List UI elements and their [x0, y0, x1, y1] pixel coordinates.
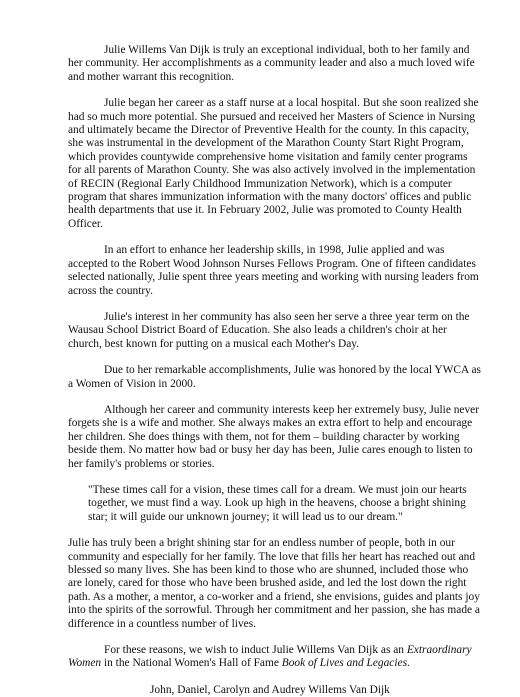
nomination-award-title: Extraordinary Women: [68, 644, 472, 670]
nomination-text-start: For these reasons, we wish to induct Julie Willems Van Dijk as an: [104, 644, 407, 657]
paragraph-intro: Julie Willems Van Dijk is truly an exceptional individual, both to her family and her community. Her accomplishments as a community leader and also a much loved wife and mother warrant this recognition.: [68, 44, 475, 83]
paragraph-family: Although her career and community interests keep her extremely busy, Julie never forgets she is a wife and mother. She always makes an extra effort to help and encourage her children. She does things with them, not for them – building character by working beside them. No matter how bad or busy her day has been, Julie cares enough to listen to her family's problems or stories.: [68, 403, 480, 470]
paragraph-leadership: In an effort to enhance her leadership skills, in 1998, Julie applied and was accepted to the Robert Wood Johnson Nurses Fellows Program. One of fifteen candidates selected nationally, Julie spent three years meeting and working with nursing leaders from across the country.: [68, 244, 479, 297]
block-quote: "These times call for a vision, these times call for a dream. We must join our hearts together, we must find a way. Look up high in the heavens, choose a bright shining star; it will guide our unknown journey; it will lead us to our dream.": [88, 483, 467, 523]
nomination-text-mid: in the National Women's Hall of Fame: [101, 657, 282, 670]
paragraph-community: Julie's interest in her community has also seen her serve a three year term on the Wausau School District Board of Education. She also leads a children's choir at her church, best known for putting on a musical each Mother's Day.: [68, 310, 470, 350]
signature-line: John, Daniel, Carolyn and Audrey Willems Van Dijk: [150, 683, 390, 696]
paragraph-nomination: [68, 644, 482, 671]
paragraph-career: Julie began her career as a staff nurse at a local hospital. But she soon realized she had so much more potential. She pursued and received her Masters of Science in Nursing and ultimately became the Director of Preventive Health for the county. In this capacity, she was instrumental in the development of the Marathon County Start Right Program, which provides countywide comprehensive home visitation and family center programs for all parents of Marathon County. She was also actively involved in the implementation of RECIN (Regional Early Childhood Immunization Network), which is a computer program that shares immunization information with the many doctors' offices and public health departments that use it. In February 2002, Julie was promoted to County Health Officer.: [68, 97, 479, 230]
nomination-text-end: .: [407, 657, 410, 670]
paragraph-shining-star: Julie has truly been a bright shining star for an endless number of people, both in our community and especially for her family. The love that fills her heart has reached out and blessed so many lives. She has been kind to those who are shunned, included those who are lonely, cared for those who have been brushed aside, and led the lost down the right path. As a mother, a mentor, a co-worker and a friend, she envisions, guides and plants joy into the spirits of the sorrowful. Through her commitment and her passion, she has made a difference in a countless number of lives.: [68, 537, 480, 630]
paragraph-ywca: Due to her remarkable accomplishments, Julie was honored by the local YWCA as a Women of Vision in 2000.: [68, 364, 481, 390]
nomination-book-title: Book of Lives and Legacies: [281, 657, 408, 670]
